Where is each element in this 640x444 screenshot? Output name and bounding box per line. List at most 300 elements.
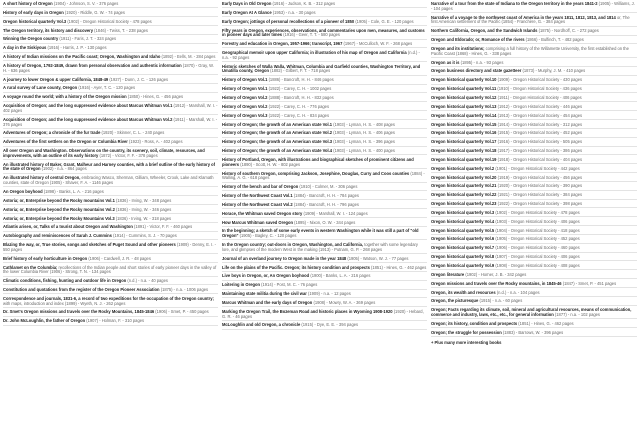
book-title-link[interactable]: Oregon historical quarterly Vol.11 — [431, 86, 497, 92]
book-title-link[interactable]: Dr. John McLoughlin, the father of Oregon — [3, 318, 86, 324]
book-meta: (1907) - Oregon Historical Society - 406 pages — [495, 254, 580, 260]
book-list-item[interactable] — [3, 297, 218, 308]
book-list-item[interactable] — [3, 29, 218, 35]
book-title-link[interactable]: Oregon, the picturesque — [431, 298, 479, 304]
book-title-link[interactable]: Oregon historical quarterly Vol.8 — [431, 254, 495, 260]
book-title-link[interactable]: Marking the Oregon Trail, the Bozeman Road and historic places in Wyoming 1908-1920 — [222, 308, 393, 314]
book-title-link[interactable]: History of Oregon; the growth of an American state Vol.2 — [222, 130, 333, 136]
book-list-item[interactable] — [3, 176, 218, 187]
book-list-item[interactable] — [431, 237, 637, 243]
book-list-item[interactable] — [431, 114, 637, 120]
book-title-link[interactable]: Oregon historical quarterly Vol.13 — [431, 103, 497, 109]
book-meta: (1898) - Banks, L. A. - 216 pages — [43, 188, 104, 194]
book-title-link[interactable]: A voyage round the world; with a history of the Oregon mission — [3, 94, 127, 100]
book-title-link[interactable]: Oregon historical quarterly Vol.23 — [431, 201, 497, 207]
book-title-link[interactable]: Astoria; or, Enterprise beyond the Rocky Mountains Vol.3 — [3, 215, 115, 221]
book-meta: (1902) - n.a. - 864 pages — [41, 166, 87, 172]
book-list-item[interactable] — [431, 229, 637, 235]
book-meta: (1914) - Cummins, S. J. - 70 pages — [113, 233, 177, 239]
book-title-link[interactable]: An illustrated history of central Oregon, — [3, 175, 81, 181]
book-title-link[interactable]: Oregon historical quarterly Vol.6 — [431, 236, 495, 242]
book-title-link[interactable]: Maintaining state militia during the civil war — [222, 291, 307, 297]
book-meta: (1883) - Barrows, W. - 396 pages — [502, 329, 564, 335]
book-title-link[interactable]: A history of Oregon, 1792-1849, drawn from personal observation and authentic information — [3, 62, 182, 68]
book-list-item[interactable] — [3, 288, 218, 294]
book-meta: (1916) - Oregon Historical Society - 505 pages — [497, 139, 583, 145]
book-meta: (1903) - Oregon Historical Society - 406 pages — [495, 218, 580, 224]
book-meta: (1851) - Hines, G. - 462 pages — [518, 320, 574, 326]
book-list-item[interactable] — [222, 51, 427, 62]
book-meta: (1836) - Irving, W. - 318 pages — [115, 215, 172, 221]
book-meta: (1922) - Oregon Historical Society - 398 pages — [497, 201, 583, 207]
book-title-link[interactable]: Oregon historical quarterly Vol.19 — [431, 156, 497, 162]
book-meta: (1953) - n.a. - 30 pages — [272, 9, 316, 15]
book-title-link[interactable]: Early Days in Old Oregon — [222, 1, 272, 6]
book-title-link[interactable]: Oregon historical quarterly Vol.20 — [431, 174, 497, 180]
book-meta: (1902) - Oregon Historical Society - 478 pages — [67, 18, 152, 24]
book-title-link[interactable]: Adventures of the first settlers on the Oregon or Columbia River — [3, 139, 128, 145]
book-meta: (1873) - Murphy, J. M. - 410 pages — [522, 68, 586, 74]
book-list-item[interactable] — [3, 225, 218, 231]
book-meta: (1967) - McCulloch, W. F. - 268 pages — [343, 41, 413, 47]
book-title-link[interactable]: Brief history of early horticulture in Oregon — [3, 255, 88, 261]
book-list-item[interactable] — [3, 266, 218, 277]
book-list-item[interactable] — [431, 96, 637, 102]
book-list-item[interactable] — [3, 199, 218, 205]
book-meta: (1895) - Nixon, O. W. - 344 pages — [294, 219, 356, 225]
book-meta: (1846) - Twiss, T. - 238 pages — [94, 27, 148, 33]
book-title-link[interactable]: The Oregon territory, its history and discovery — [3, 27, 94, 33]
book-meta: or, The first American settlement of the Pacific (1854) - Franchère, G. - 384 pages — [431, 14, 630, 25]
book-meta: (1850) - Hines, G. - 456 pages — [127, 94, 184, 100]
book-list-item[interactable] — [3, 310, 218, 316]
book-title-link[interactable]: Atlantis arisen, or, Talks of a tourist about Oregon and Washington — [3, 224, 133, 230]
book-title-link[interactable]: Acquisition of Oregon; and the long suppressed evidence about Marcus Whitman Vol.1 — [3, 103, 173, 109]
book-list-item[interactable] — [3, 279, 218, 285]
book-meta: (1905) - Williams, J. - 104 pages — [431, 1, 635, 11]
book-meta: (1900) - Banks, L. A. - 216 pages — [310, 273, 371, 279]
book-list-item[interactable] — [431, 220, 637, 226]
book-meta: (1911) - Marshall, W. I. - 376 pages — [3, 116, 218, 127]
book-list-item[interactable] — [3, 46, 218, 52]
book-meta: (1884) - Bancroft, H. H. - 796 pages — [293, 201, 359, 207]
book-list-item[interactable] — [3, 104, 218, 115]
book-list-item[interactable] — [431, 246, 637, 252]
book-list-item[interactable] — [431, 282, 637, 288]
book-list-item[interactable] — [431, 78, 637, 84]
book-title-link[interactable]: A journey to lower Oregon & upper California, 1848-49 — [3, 76, 109, 82]
book-list-item[interactable] — [222, 29, 427, 40]
book-title-link[interactable]: Oregon historical quarterly Vol.17 — [431, 139, 497, 145]
book-list-item[interactable] — [222, 65, 427, 76]
book-title-link[interactable]: History of Oregon Vol.1 — [222, 77, 268, 83]
book-meta: (1918) - Oregon Historical Society - 404 pages — [497, 156, 583, 162]
book-list-item[interactable] — [222, 266, 427, 272]
book-list-item[interactable] — [222, 42, 427, 48]
book-title-link[interactable]: Oregon literature — [431, 271, 465, 277]
book-title-link[interactable]: History of Oregon Vol.2 — [222, 103, 268, 109]
book-list-item[interactable] — [222, 274, 427, 280]
book-meta: (1911) - Oregon Historical Society - 406 pages — [497, 94, 582, 100]
book-list-item[interactable] — [222, 78, 427, 84]
book-meta: (1836) - Irving, W. - 346 pages — [115, 206, 172, 212]
book-meta: (1836) - Irving, W. - 348 pages — [115, 197, 172, 203]
book-meta: (1882) - Gilbert, F. T. - 718 pages — [270, 68, 331, 74]
book-list-item[interactable] — [3, 208, 218, 214]
book-title-link[interactable]: Oregon historical quarterly Vol.3 — [431, 209, 495, 215]
book-meta: (1915) - Dye, E. E. - 394 pages — [301, 322, 359, 328]
book-list-item[interactable] — [431, 131, 637, 137]
book-list-item[interactable] — [431, 273, 637, 279]
book-meta: (1902) - Horner, J. B. - 342 pages — [465, 271, 527, 277]
book-list-item[interactable] — [431, 255, 637, 261]
book-title-link[interactable]: History of the bench and bar of Oregon — [222, 184, 299, 190]
book-title-link[interactable]: History of Oregon; the growth of an American state Vol.4 — [222, 148, 333, 154]
book-list-item[interactable] — [3, 64, 218, 75]
book-list-item[interactable] — [222, 172, 427, 183]
book-meta: recollections of the Indian people and short stories of early pioneer days in the valley of the lower Columbia River (1906) - Strong, T. N. - 134 pages — [3, 264, 217, 275]
book-list-item[interactable] — [3, 95, 218, 101]
book-list-item[interactable] — [431, 264, 637, 270]
book-meta: (1906) - Smet, P. - 450 pages — [155, 309, 209, 315]
book-list-item[interactable] — [222, 123, 427, 129]
book-meta: (n.d.) - n.a. - 104 pages — [496, 289, 540, 295]
book-meta: embracing Wasco, Sherman, Gilliam, Wheeler, Crook, Lake and Klamath counties, state of Oregon (1905) - Shaver, F. A. - 1146 pages — [3, 175, 214, 186]
book-title-link[interactable]: Oregon historical quarterly Vol.4 — [431, 218, 495, 224]
book-title-link[interactable]: Oregon historical quarterly Vol.7 — [431, 245, 495, 251]
book-title-link[interactable]: Horace, the Whitman saved Oregon story — [222, 210, 303, 216]
book-list-item[interactable] — [222, 185, 427, 191]
book-meta: (1884) - Walling, A. G. - 618 pages — [222, 170, 425, 181]
book-title-link[interactable]: Oregon historical quarterly Vol.12 — [431, 94, 497, 100]
book-meta: (1921) - Oregon Historical Society - 384 pages — [497, 192, 583, 198]
book-title-link[interactable]: Oregon historical quarterly Vol.15 — [431, 121, 497, 127]
book-list-item[interactable] — [431, 149, 637, 155]
book-list-item[interactable] — [431, 158, 637, 164]
book-meta: (1903) - Lyman, H. S. - 400 pages — [333, 148, 395, 154]
book-title-link[interactable]: How Marcus Whitman saved Oregon — [222, 219, 293, 225]
book-list-item[interactable] — [222, 105, 427, 111]
book-title-link[interactable]: Narrative of a tour from the state of Indiana to the Oregon territory in the years 1841-2 — [431, 1, 598, 6]
book-title-link[interactable]: History of the Northwest Coast Vol.2 — [222, 201, 293, 207]
book-title-link[interactable]: Live boys in Oregon, or, An Oregon boyhood — [222, 273, 310, 279]
book-list-item[interactable] — [431, 211, 637, 217]
book-title-link[interactable]: Journal of an overland journey to Oregon made in the year 1848 — [222, 255, 347, 261]
book-title-link[interactable]: Dr. Smet's Oregon missions and travels over the Rocky Mountains, 1845-1846 — [3, 309, 155, 315]
book-title-link[interactable]: History of Oregon; the growth of an American state Vol.3 — [222, 139, 333, 145]
book-list-item[interactable] — [3, 11, 218, 17]
book-list-item[interactable] — [222, 301, 427, 307]
book-list-item[interactable] — [431, 184, 637, 190]
book-list-item[interactable] — [431, 322, 637, 328]
book-title-link[interactable]: Oregon historical quarterly Vol.5 — [431, 227, 495, 233]
book-list-item[interactable] — [222, 229, 427, 240]
book-list-item[interactable] — [431, 123, 637, 129]
book-meta: (1914) - Oregon Historical Society - 312 pages — [497, 121, 583, 127]
book-title-link[interactable]: Oregon historical quarterly Vol.14 — [431, 112, 497, 118]
book-list-item[interactable] — [222, 87, 427, 93]
book-list-item[interactable] — [3, 20, 218, 26]
book-meta: (1910) - Oregon Historical Society - 436 pages — [497, 86, 582, 92]
book-title-link[interactable]: Geographical memoir upon upper California; in illustration of his map of Oregon and California — [222, 50, 407, 56]
book-meta: (1866) - Bulfinch, T. - 482 pages — [525, 37, 584, 43]
book-meta: (1909) - n.a. - 12 pages — [308, 291, 351, 297]
book-list-item[interactable] — [3, 217, 218, 223]
book-list-item[interactable] — [431, 140, 637, 146]
book-meta: (1911) - Faris, J. T. - 324 pages — [59, 36, 117, 42]
book-list-item[interactable] — [222, 2, 427, 8]
book-meta: (1875) - Nordhoff, C. - 272 pages — [538, 28, 599, 34]
book-list-item[interactable] — [222, 212, 427, 218]
book-title-link[interactable]: All over Oregon and Washington. Observations on the country, its scenery, soil, climate, resources, and improvements, with an outline of its early history — [3, 148, 205, 158]
book-list-item[interactable] — [222, 283, 427, 289]
book-list-item[interactable] — [431, 193, 637, 199]
book-list-item[interactable] — [3, 118, 218, 129]
book-title-link[interactable]: Adventures of Oregon; a chronicle of the fur trade — [3, 130, 101, 136]
book-meta: (1920) - Oregon Historical Society - 390 pages — [497, 183, 583, 189]
book-title-link[interactable]: A day in the Siskiyous — [3, 45, 47, 51]
book-meta: (1912) - Oregon Historical Society - 446 pages — [497, 103, 583, 109]
book-list-item[interactable] — [431, 16, 637, 27]
book-list-item[interactable] — [3, 78, 218, 84]
book-title-link[interactable]: Oregon missions and travels over the Rocky mountains, in 1845-46 — [431, 280, 562, 286]
book-meta: (1903) - Lyman, H. S. - 396 pages — [333, 139, 395, 145]
book-title-link[interactable]: Marcus Whitman and the early days of Oregon — [222, 299, 313, 305]
book-list-item[interactable] — [431, 69, 637, 75]
book-title-link[interactable]: Winning the Oregon country — [3, 36, 59, 42]
book-title-link[interactable]: Constitution and quotations from the register of the Oregon Pioneer Association — [3, 287, 160, 292]
book-title-link[interactable]: Oregon historical quarterly Vol.16 — [431, 130, 497, 136]
book-list-item[interactable] — [431, 202, 637, 208]
book-meta: (1904) - Oregon Historical Society - 418 pages — [495, 227, 580, 233]
book-meta: (1851) - Hines, G. - 462 pages — [371, 264, 427, 270]
book-meta: (1923) - Ross, A. - 402 pages — [129, 139, 183, 145]
book-meta: (1914) - Post, M. C. - 76 pages — [261, 282, 318, 288]
book-meta: (1903) - Lyman, H. S. - 406 pages — [333, 130, 395, 136]
book-meta: (1913) - Oregon Historical Society - 454 pages — [497, 112, 583, 118]
book-title-link[interactable]: A history of Indian missions on the Pacific coast; Oregon, Washington and Idaho — [3, 54, 161, 60]
book-meta: (1904) - Johnson, S. V. - 376 pages — [53, 1, 119, 6]
book-list-item[interactable] — [222, 221, 427, 227]
book-list-item[interactable] — [3, 190, 218, 196]
book-list-item[interactable] — [222, 194, 427, 200]
book-meta: (1915) - Oregon Historical Society - 452 pages — [497, 130, 583, 136]
book-list-item[interactable] — [431, 176, 637, 182]
book-list-item[interactable] — [3, 257, 218, 263]
book-column-3 — [431, 2, 637, 444]
book-meta: (1916) - Judson, K. B. - 312 pages — [272, 1, 336, 6]
book-list-item[interactable] — [3, 149, 218, 160]
book-meta: (1872) - Victor, F. F. - 378 pages — [99, 152, 158, 158]
book-meta: (1905) - Cole, G. E. - 120 pages — [355, 18, 414, 24]
book-meta: (1906) - Oregon Historical Society - 460 pages — [495, 245, 580, 251]
book-meta: (1909) - Oregon Historical Society - 430 pages — [497, 77, 583, 83]
book-list-item[interactable] — [222, 114, 427, 120]
book-title-link[interactable]: Oregon as it is — [431, 59, 460, 65]
book-title-link[interactable]: Early Oregon; jottings of personal recollections of a pioneer of 1850 — [222, 18, 355, 24]
book-title-link[interactable]: History of Oregon Vol.2 — [222, 94, 268, 100]
book-title-link[interactable]: History of Oregon Vol.1 — [222, 86, 268, 92]
book-title-link[interactable]: McLoughlin and old Oregon, a chronicle — [222, 322, 301, 328]
book-meta: (1916) - Geer, T. T. - 580 pages — [283, 32, 340, 38]
book-list-item[interactable] — [3, 163, 218, 174]
book-list-item[interactable] — [222, 140, 427, 146]
book-list-item[interactable] — [3, 37, 218, 43]
book-title-link[interactable]: Early Oregon At A Glance — [222, 9, 272, 15]
book-title-link[interactable]: A rural survey of Lane county, Oregon — [3, 85, 78, 91]
book-list-item[interactable] — [431, 331, 637, 337]
book-meta: (1886) - Bancroft, H. H. - 846 pages — [268, 77, 334, 83]
book-list-item[interactable] — [3, 86, 218, 92]
book-meta: (n.d.) - n.a. - 92 pages — [222, 50, 420, 60]
book-list-item[interactable] — [222, 243, 427, 254]
book-title-link[interactable]: Forestry and education in Oregon, 1957-1966; transcript, 1967 — [222, 41, 343, 47]
book-list-item[interactable] — [222, 11, 427, 17]
book-title-link[interactable]: Oregon business directory and state gazetteer — [431, 68, 522, 74]
book-title-link[interactable]: Oregon historical quarterly Vol.22 — [431, 192, 497, 198]
book-title-link[interactable]: History of Portland, Oregon, with illustrations and biographical sketches of prominent citizens and pioneers — [222, 156, 414, 167]
book-meta: (1906) - Cardwell, J. R. - 48 pages — [88, 255, 151, 261]
book-list-item[interactable] — [3, 234, 218, 240]
book-list-item[interactable] — [431, 167, 637, 173]
book-title-link[interactable]: Oregon; its history, condition and prospects — [431, 320, 518, 326]
book-list-item[interactable] — [3, 319, 218, 325]
book-list-item[interactable] — [222, 96, 427, 102]
book-title-link[interactable]: Climatic conditions, fishing, hunting and outdoor life in Oregon — [3, 278, 127, 284]
book-meta: (1915) - n.a. - 60 pages — [479, 298, 523, 304]
book-list-item[interactable] — [431, 29, 637, 35]
book-list-item[interactable] — [3, 243, 218, 254]
book-title-link[interactable]: Northern California, Oregon, and the Sandwich Islands — [431, 28, 538, 34]
book-meta: (1905) - Oregon Historical Society - 452 pages — [495, 236, 580, 242]
book-title-link[interactable]: In the beginning; a sketch of some early events in western Washington while it was still a part of "old Oregon" — [222, 228, 419, 239]
book-meta: (1920) - Hebard, G. R. - 46 pages — [222, 308, 424, 319]
book-list-item[interactable] — [222, 310, 427, 321]
book-meta: (1922) - Carey, C. H. - 1002 pages — [268, 86, 332, 92]
book-title-link[interactable]: Oregon historical quarterly Vol.3 — [3, 18, 67, 24]
book-meta: (1870) - Gray, W. H. - 636 pages — [3, 62, 214, 73]
book-title-link[interactable]: Historic sketches of Walla Walla, Whitman, Columbia and Garfield counties, Washington Territory, and Umatilla county, Oregon — [222, 63, 421, 74]
book-list-item[interactable] — [3, 140, 218, 146]
book-meta: (1847) - Smet, P. - 451 pages — [562, 280, 617, 286]
book-list-item[interactable] — [431, 105, 637, 111]
book-title-link[interactable]: Loitering in Oregon — [222, 282, 260, 288]
book-title-link[interactable]: Oregon; the struggle for possession — [431, 329, 502, 335]
book-title-link[interactable]: A short history of Oregon — [3, 1, 53, 6]
book-list-item[interactable] — [3, 55, 218, 61]
book-meta: (1901) - Oregon Historical Society - 442 pages — [495, 165, 580, 171]
book-title-link[interactable]: An Oregon boyhood — [3, 188, 43, 194]
book-meta: (1922) - Carey, C. H. - 776 pages — [268, 103, 330, 109]
book-list-item[interactable] — [431, 38, 637, 44]
book-title-link[interactable]: In the Oregon country; out-doors in Oregon, Washington, and California, — [222, 242, 364, 248]
book-title-link[interactable]: History of Oregon; the growth of an American state Vol.1 — [222, 121, 333, 127]
book-meta: (1907) - Holman, F. - 310 pages — [86, 318, 145, 324]
book-list-item[interactable] — [431, 47, 637, 58]
book-meta: (1905) - Watson, W. J. - 77 pages — [347, 255, 409, 261]
book-list-item[interactable] — [222, 203, 427, 209]
book-meta: (1875) - n.a. - 1006 pages — [160, 287, 209, 292]
book-list-item[interactable] — [222, 20, 427, 26]
book-meta: (1884) - Bancroft, H. H. - 784 pages — [293, 193, 359, 199]
book-title-link[interactable]: Oregon and its institutions; — [431, 45, 485, 51]
book-title-link[interactable]: An illustrated history of Baker, Grant, Malheur and Harney counties, with a brief outline of the early history of the state of Oregon — [3, 161, 216, 172]
book-list-item[interactable] — [222, 149, 427, 155]
book-title-link[interactable]: Oregon historical quarterly Vol.18 — [431, 148, 497, 154]
book-meta: (1917) - Oregon Historical Society - 386 pages — [497, 148, 583, 154]
book-title-link[interactable]: Astoria; or, Enterprise beyond the Rocky mountains Vol.1 — [3, 197, 115, 203]
book-meta: (n.d.) - n.a. - 40 pages — [127, 278, 168, 284]
book-title-link[interactable]: Oregon historical quarterly Vol.10 — [431, 77, 497, 83]
book-column-2 — [222, 2, 431, 444]
book-list-item[interactable] — [431, 291, 637, 297]
book-meta: (1903) - Lyman, H. S. - 408 pages — [333, 121, 395, 127]
book-list-item[interactable] — [431, 308, 637, 319]
book-meta: (1920) - Riddle, G. W. - 74 pages — [64, 9, 125, 15]
book-meta: (1891) - Victor, F. F. - 460 pages — [134, 224, 193, 230]
book-list-item[interactable] — [222, 257, 427, 263]
book-title-link[interactable]: Correspondence and journals, 1831-6, a record of two expeditions for the occupation of the Oregon country; — [3, 295, 214, 301]
book-title-link[interactable]: Oregon historical quarterly Vol.21 — [431, 183, 497, 189]
book-meta: (1912) - Marshall, W. I. - 402 pages — [3, 103, 218, 113]
book-title-link[interactable]: Oregon and Eldorado; or, Romance of the rivers — [431, 37, 525, 43]
book-list-item[interactable] — [431, 61, 637, 67]
book-meta: together with some legendary lore, and glimpses of the modern West in the making (1913) - Putnam, G. P. - 268 pages — [222, 242, 418, 252]
book-list-item[interactable] — [222, 292, 427, 298]
book-meta: (1909) - Denny, E. I. - 550 pages — [3, 242, 217, 252]
book-title-link[interactable]: Blazing the way, or, True stories, songs and sketches of Puget Sound and other pioneers — [3, 242, 176, 248]
book-meta: (1888) - Bancroft, H. H. - 832 pages — [268, 94, 334, 100]
book-list-item[interactable] — [222, 131, 427, 137]
book-title-link[interactable]: Fifty years in Oregon, experiences, observations, and commentaries upon men, measures, and customs in pioneer days and later times — [222, 27, 425, 38]
book-column-1 — [3, 2, 222, 444]
more-books-link[interactable]: + Plus many more interesting books — [431, 339, 502, 345]
book-title-link[interactable]: Narrative of a voyage to the northwest coast of America in the years 1811, 1812, 1813, and 1814 — [431, 14, 616, 20]
book-list-item[interactable] — [222, 323, 427, 329]
book-meta: (1909) - Marshall, W. I. - 124 pages — [303, 210, 368, 216]
book-title-link[interactable]: History of early days in Oregon — [3, 9, 64, 15]
book-list-item[interactable] — [431, 299, 637, 305]
book-title-link[interactable]: History of the Northwest Coast Vol.1 — [222, 193, 293, 199]
book-title-link[interactable]: Astoria; or, Enterprise beyond the Rocky mountains Vol.2 — [3, 206, 115, 212]
book-title-link[interactable]: Autobiography and reminiscences of Sarah J. Cummins — [3, 233, 112, 239]
book-meta: (1908) - Mowry, W. A. - 369 pages — [313, 299, 376, 305]
book-list-item[interactable] — [3, 131, 218, 137]
book-title-link[interactable]: Oregon, its wealth and resources — [431, 289, 496, 295]
book-meta: (1916) - Harris, J. P. - 130 pages — [47, 45, 107, 51]
book-list-item[interactable] — [3, 2, 218, 8]
book-meta: (1927) - Dunn, J. C. - 126 pages — [109, 76, 169, 82]
book-meta: (1877) - n.a. - 102 pages — [554, 312, 600, 318]
book-meta: with maps, introduction and index (1899) - Wyeth, N. J. - 262 pages — [3, 300, 126, 306]
book-title-link[interactable]: Oregon; Facts regarding its climate, soil, mineral and agricultural resources, means of communication, commerce and industry, laws, etc., etc., for general information — [431, 307, 632, 318]
book-list-item[interactable] — [431, 87, 637, 93]
book-title-link[interactable]: Cathlamet on the Columbia; — [3, 264, 58, 270]
book-meta: (1908) - Oregon Historical Society - 408 pages — [495, 263, 580, 269]
book-title-link[interactable]: Oregon historical quarterly Vol.2 — [431, 165, 495, 171]
book-list-item[interactable] — [431, 2, 637, 13]
book-title-link[interactable]: Life on the plains of the Pacific. Oregon; its history condition and prospects — [222, 264, 370, 270]
book-list-item[interactable] — [222, 158, 427, 169]
book-title-link[interactable]: History of southern Oregon, comprising Jackson, Josephine, Douglas, Curry and Coos counties — [222, 170, 410, 176]
book-title-link[interactable]: Oregon historical quarterly Vol.9 — [431, 263, 495, 269]
book-meta: (1895) - n.a. - 93 pages — [460, 59, 504, 65]
book-meta: (1892) - Eells, M. - 284 pages — [161, 54, 216, 60]
book-title-link[interactable]: History of Oregon Vol.3 — [222, 112, 268, 118]
book-meta: (1916) - Ayer, T. C. - 120 pages — [78, 85, 136, 91]
book-meta: (1922) - Carey, C. H. - 834 pages — [268, 112, 330, 118]
book-title-link[interactable]: Acquisition of Oregon; and the long suppressed evidence about Marcus Whitman Vol.2 — [3, 116, 173, 122]
